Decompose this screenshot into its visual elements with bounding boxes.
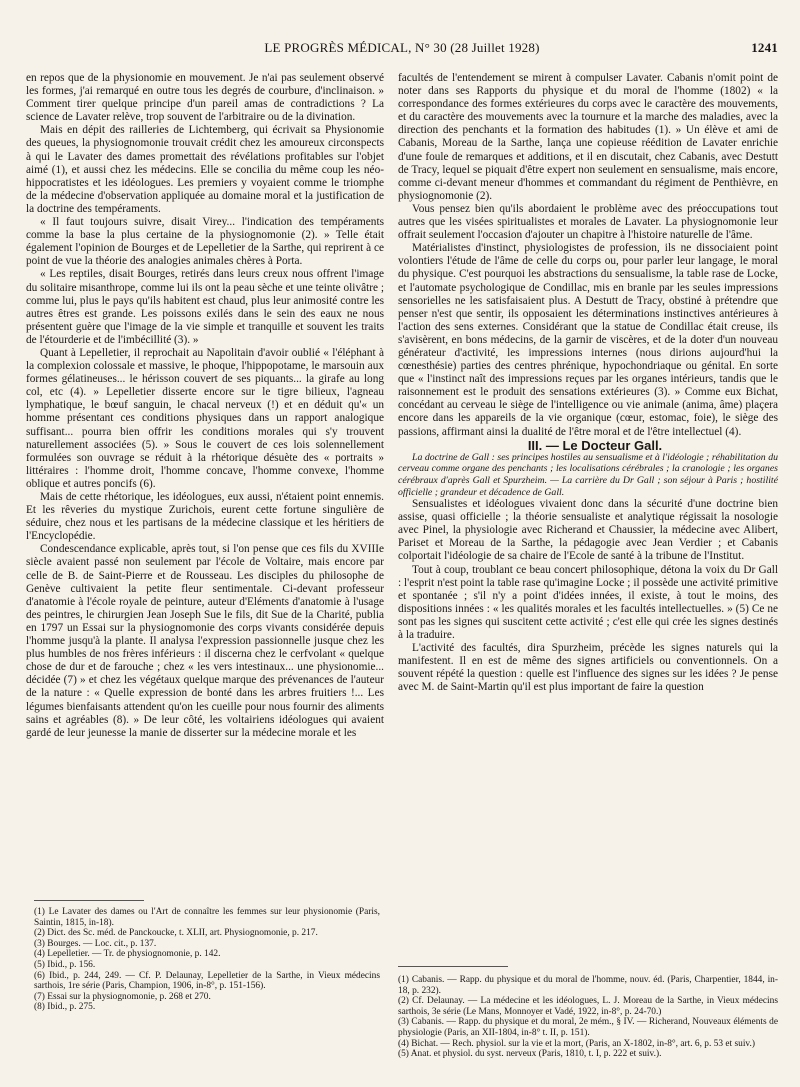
paragraph: Condescendance explicable, après tout, si l'on pense que ces fils du XVIIIe siècle avaient passé non seulement par l'école de Voltaire, mais encore par celle de B. de Saint-Pierre et de Rousseau. Les disciples du philosophe de Genève cultivaient la petite fleur sentimentale. Ci-devant professeur d'anatomie à l'école royale de peinture, auteur d'Eléments d'anatomie à l'usage des peintres, le chirurgien Jean Joseph Sue le fils, dit Sue de la Charité, publia en 1797 un Essai sur la physiognomonie des corps vivants considérée depuis l'homme jusqu'à la plante. Il analysa l'expression passionnelle jusque chez les plus humbles de nos frères inférieurs : il discerna chez le cerfvolant « quelque chose de dur et de farouche ; chez « les vers intestinaux... une physionomie... décidée (7) » et chez les végétaux quelque marque des prévenances de l'auteur de la nature : « Quelle expression de bonté dans les arbres fruitiers !... Les légumes bienfaisants attendent qu'on les cueille pour nous fournir des aliments sains et agréables (8). » De leur côté, les voltairiens idéologues qui avaient gardé de leur jeunesse la manie de disserter sur la médecine morale et les bbox=[26, 543, 384, 739]
footnote-divider bbox=[398, 966, 508, 967]
section-abstract: La doctrine de Gall : ses principes hostiles au sensualisme et à l'idéologie ; réhabilitation du cerveau comme organe des penchants ; les localisations cérébrales ; la cranologie ; les organes cérébraux d'après Gall et Spurzheim. — La carrière du Dr Gall ; son séjour à Paris ; hostilité officielle ; grandeur et décadence de Gall. bbox=[398, 451, 778, 498]
footnote: (1) Le Lavater des dames ou l'Art de connaître les femmes sur leur physionomie (Paris, Saintin, 1815, in-18). bbox=[34, 907, 380, 928]
journal-title: LE PROGRÈS MÉDICAL, N° 30 (28 Juillet 1928) bbox=[264, 40, 540, 55]
paragraph: Sensualistes et idéologues vivaient donc dans la sécurité d'une doctrine bien assise, quasi officielle ; la théorie sensualiste et analytique régissait la nosologie avec Pinel, la physiologie avec Richerand et Chaussier, la médecine avec Alibert, Pariset et Moreau de la Sarthe, la pédagogie avec Jean Verdier ; et Cabanis colportait l'idéologie de sa chaire de l'Ecole de santé à la tribune de l'Institut. bbox=[398, 498, 778, 563]
right-column bbox=[398, 72, 778, 695]
paragraph: Matérialistes d'instinct, physiologistes de profession, ils ne dissociaient point volontiers l'étude de l'âme de celle du corps ou, pour parler leur langage, le moral du physique. C'est pourquoi les abstractions du sensualisme, la table rase de Locke, et l'automate psychologique de Condillac, mis en branle par les seules impressions sensorielles ne les satisfaisaient plus. A Destutt de Tracy, obstiné à prétendre que penser n'est que sentir, ils opposaient les déterminations instinctives antérieures à l'action des sens externes. Considérant que la statue de Condillac était creuse, ils s'avisèrent, en bons médecins, de la garnir de viscères, et de la doter d'un nouveau générateur d'activité, les impressions internes (nous dirions aujourd'hui la cœnesthésie) parties des centres phrénique, hypochondriaque ou génital. En sorte que « l'instinct naît des impressions reçues par les organes intérieurs, tandis que le raisonnement est le produit des sensations extérieures (3). » Comme eux Bichat, concédant au cerveau le siège de l'intelligence ou vie animale (anima, âme) plaçera encore dans les appareils de la vie organique (cœur, estomac, foie), le siège des passions, affirmant ainsi la dualité de l'être moral et de l'être intellectuel (4). bbox=[398, 242, 778, 438]
paragraph: L'activité des facultés, dira Spurzheim, précède les signes naturels qui la manifestent. Il en est de même des signes artificiels ou conventionnels. On a souvent répété la question : quelle est l'influence des signes sur les idées ? Je pense avec M. de Saint-Martin qu'il est plus important de faire la question bbox=[398, 642, 778, 694]
paragraph: Mais en dépit des railleries de Lichtemberg, qui écrivait sa Physionomie des queues, la physiognomonie trouvait crédit chez les amoureux circonspects à qui le Lavater des dames promettait des révélations profitables sur l'objet aimé (1), et aussi chez les médecins. Elle se concilia du même coup les néo-hippocratistes et les idéologues. Les premiers y voyaient comme le triomphe de la médecine d'observation appliquée au domaine moral et la justification de la doctrine des tempéraments. bbox=[26, 124, 384, 215]
paragraph: facultés de l'entendement se mirent à compulser Lavater. Cabanis n'omit point de noter dans ses Rapports du physique et du moral de l'homme (1802) « la correspondance des formes extérieures du corps avec le caractère des mouvements, et du caractère des mouvements avec la tournure et la marche des maladies, avec la direction des penchants et la formation des habitudes (1). » Un élève et ami de Cabanis, Moreau de la Sarthe, lança une copieuse réédition de Lavater enrichie d'une foule de remarques et additions, et il en discutait, chez Cabanis, avec Destutt de Tracy, lequel se piquait d'être expert non seulement en sensualisme, mais encore, comme ci-devant meneur d'hommes et commandant du régiment de Penthièvre, en physiognomonie (2). bbox=[398, 72, 778, 202]
footnote: (5) Ibid., p. 156. bbox=[34, 959, 96, 970]
paragraph: Tout à coup, troublant ce beau concert philosophique, détona la voix du Dr Gall : l'esprit n'est point la table rase qu'imagine Locke ; il possède une activité primitive et spontanée ; s'il n'y a point d'idées innées, il existe, à tout le moins, des dispositions innées : « les qualités morales et les facultés intellectuelles. » (5) Ce ne sont pas les signes qui suscitent cette activité ; c'est elle qui crée les signes destinés à la traduire. bbox=[398, 563, 778, 642]
left-column bbox=[26, 72, 384, 740]
footnotes-right bbox=[398, 975, 778, 1060]
paragraph: « Les reptiles, disait Bourges, retirés dans leurs creux nous offrent l'image du solitaire misanthrope, comme lui ils ont la peau sèche et une teinte olivâtre ; comme lui, plus le pays qu'ils habitent est chaud, plus leur animosité contre les autres êtres est grande. Les poissons exilés dans le sein des eaux ne nous présentent guère que l'image de la vie simple et tranquille et souvent les traits de l'étourderie et de l'imbécillité (3). » bbox=[26, 268, 384, 346]
paragraph: Vous pensez bien qu'ils abordaient le problème avec des préoccupations tout autres que les visées spiritualistes et morales de Lavater. La physiognomonie leur offrait seulement l'occasion d'ajouter un chapitre à l'histoire naturelle de l'âme. bbox=[398, 202, 778, 242]
footnote: (5) Anat. et physiol. du syst. nerveux (Paris, 1810, t. I, p. 222 et suiv.). bbox=[398, 1049, 662, 1060]
paragraph: Quant à Lepelletier, il reprochait au Napolitain d'avoir oublié « l'éléphant à la complexion colossale et massive, le phoque, l'hippopotame, le marsouin aux formes gélatineuses... le hérisson couvert de ses piquants... la girafe au long col, etc (4). » Lepelletier disserte encore sur le tigre bilieux, l'agneau lymphatique, le bœuf sanguin, le chacal nerveux (!) et en déduit qu'« un homme présentant ces conditions physiques dans un rapport analogique suffisant... pourra bien offrir les conditions morales qui s'y trouvent naturellement associées (5). » Sous le couvert de ces lois solennellement formulées son ouvrage se réduit à la rhétorique désuète des « portraits » littéraires : l'homme droit, l'homme concave, l'homme convexe, l'homme oblique et autres poncifs (6). bbox=[26, 346, 384, 490]
paragraph: « Il faut toujours suivre, disait Virey... l'indication des tempéraments comme la base la plus certaine de la physiognomonie (2). » Telle était également l'opinion de Bourges et de Lepelletier de la Sarthe, qui reprirent à ce point de vue la théorie des analogies animales chères à Porta. bbox=[26, 216, 384, 268]
footnote: (6) Ibid., p. 244, 249. — Cf. P. Delaunay, Lepelletier de la Sarthe, in Vieux médecins sarthois, 1re série (Paris, Champion, 1906, in-8°, p. 151-156). bbox=[34, 970, 380, 992]
footnote: (2) Dict. des Sc. méd. de Panckoucke, t. XLII, art. Physiognomonie, p. 217. bbox=[34, 928, 318, 939]
footnote: (3) Cabanis. — Rapp. du physique et du moral, 2e mém., § IV. — Richerand, Nouveaux éléments de physiologie (Paris, an XII-1804, in-8° t. II, p. 151). bbox=[398, 1017, 778, 1038]
footnotes-left bbox=[34, 907, 380, 1013]
footnote: (2) Cf. Delaunay. — La médecine et les idéologues, L. J. Moreau de la Sarthe, in Vieux médecins sarthois, 3e série (Le Mans, Monnoyer et Vadé, 1922, in-8°, p. 24-70.) bbox=[398, 996, 778, 1017]
footnote: (7) Essai sur la physiognomonie, p. 268 et 270. bbox=[34, 991, 211, 1002]
footnote: (8) Ibid., p. 275. bbox=[34, 1002, 96, 1013]
footnote: (3) Bourges. — Loc. cit., p. 137. bbox=[34, 938, 157, 949]
page-number: 1241 bbox=[751, 40, 778, 55]
footnote: (4) Bichat. — Rech. physiol. sur la vie et la mort, (Paris, an X-1802, in-8°, art. 6, p. 53 et suiv.) bbox=[398, 1038, 755, 1049]
footnote: (1) Cabanis. — Rapp. du physique et du moral de l'homme, nouv. éd. (Paris, Charpentier, 1844, in-18, p. 232). bbox=[398, 975, 778, 996]
paragraph: Mais de cette rhétorique, les idéologues, eux aussi, n'étaient point ennemis. Et les rêveries du mystique Zurichois, eurent cette fortune singulière de séduire, chez nous et les partisans de la médecine classique et les héritiers de l'Encyclopédie. bbox=[26, 491, 384, 543]
paragraph: en repos que de la physionomie en mouvement. Je n'ai pas seulement observé les formes, j'ai remarqué en outre tous les degrés de courbure, d'inclinaison. » Comment tirer quelque principe d'un pareil amas de contradictions ? La science de Lavater relève, trop souvent de l'arbitraire ou de la divination. bbox=[26, 72, 384, 124]
section-heading: III. — Le Docteur Gall. bbox=[527, 437, 663, 453]
footnote-divider bbox=[34, 900, 144, 901]
page-header bbox=[26, 40, 778, 60]
footnote: (4) Lepelletier. — Tr. de physiognomonie, p. 142. bbox=[34, 949, 221, 960]
